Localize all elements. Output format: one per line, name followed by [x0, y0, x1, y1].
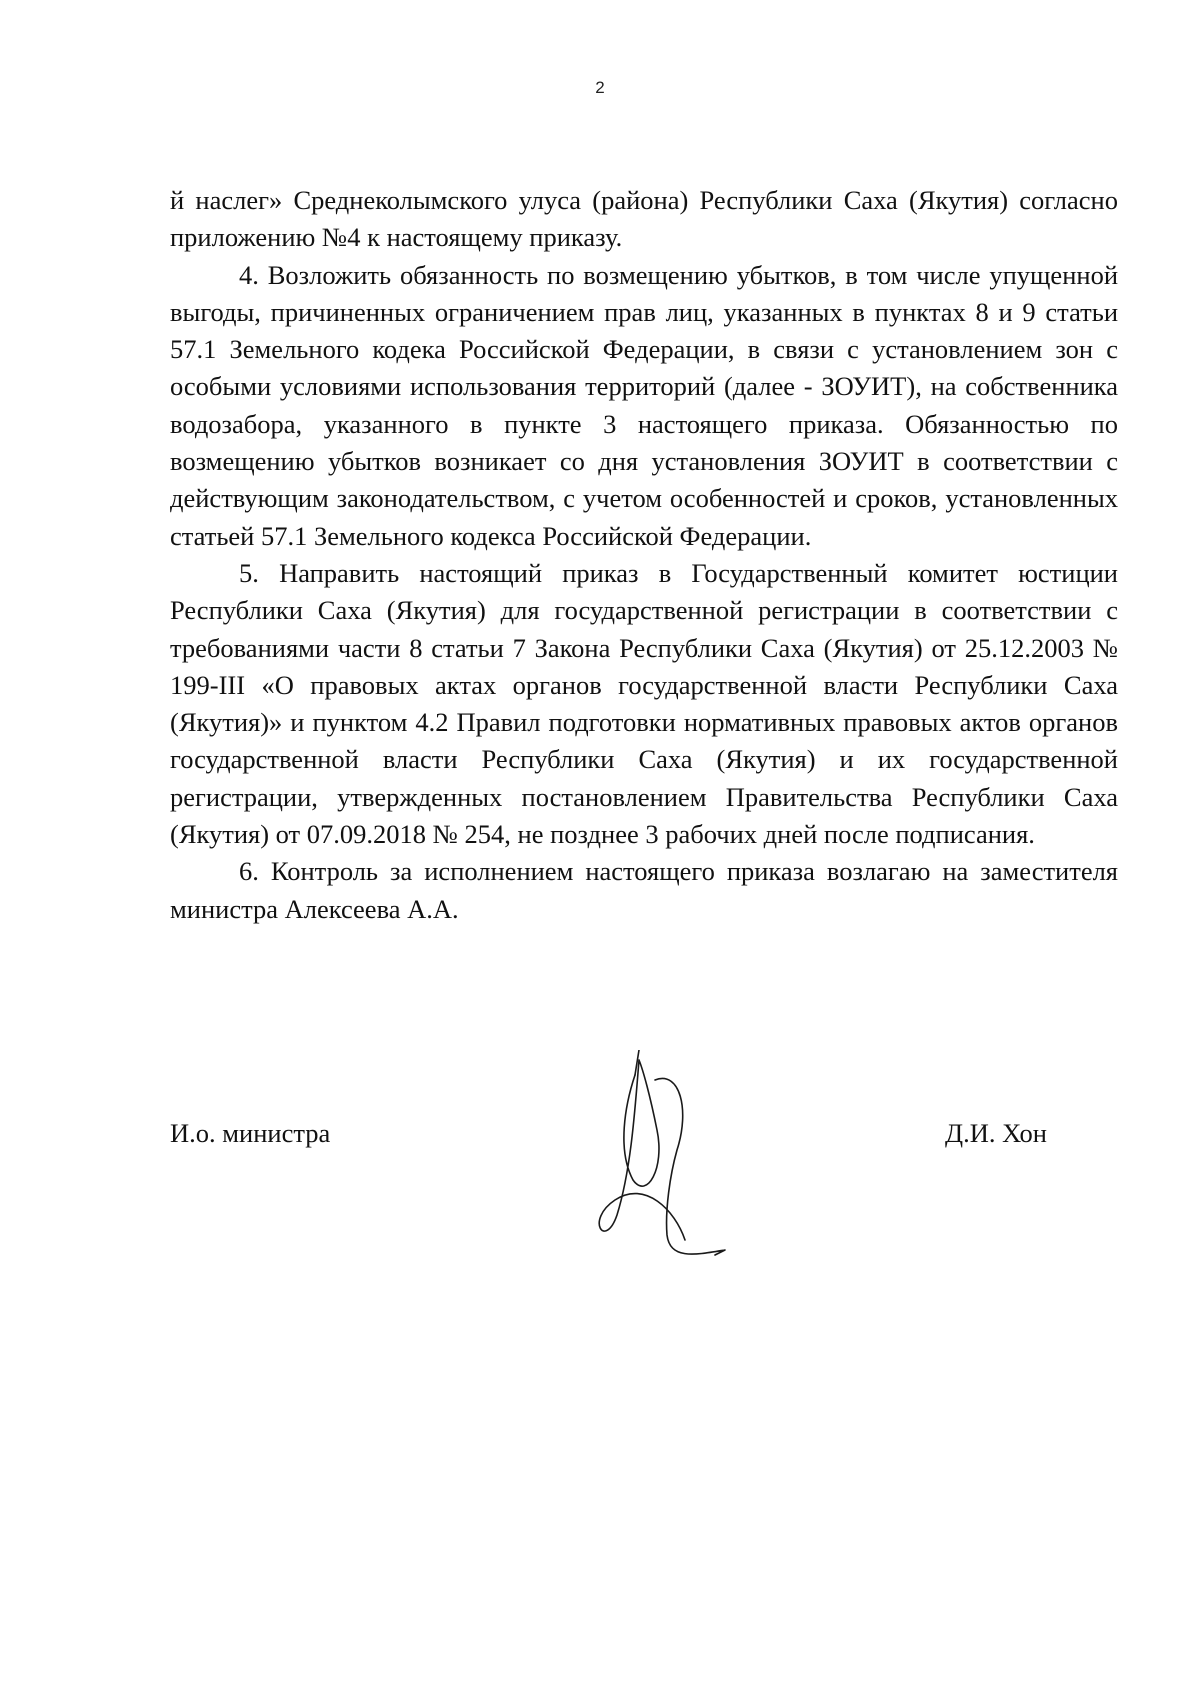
paragraph-item-5: 5. Направить настоящий приказ в Государственный комитет юстиции Республики Саха (Якутия) для государственной регистрации в соответствии с требованиями части 8 статьи 7 Закона Республики Саха (Якутия) от 25.12.2003 № 199-III «О правовых актах органов государственной власти Республики Саха (Якутия)» и пунктом 4.2 Правил подготовки нормативных правовых актов органов государственной власти Республики Саха (Якутия) и их государственной регистрации, утвержденных постановлением Правительства Республики Саха (Якутия) от 07.09.2018 № 254, не позднее 3 рабочих дней после подписания.	[170, 557, 1118, 850]
page-number: 2	[595, 78, 605, 97]
document-body	[170, 182, 1118, 928]
signatory-name: Д.И. Хон	[945, 1118, 1047, 1148]
paragraph-item-4: 4. Возложить обязанность по возмещению убытков, в том числе упущенной выгоды, причиненных ограничением прав лиц, указанных в пунктах 8 и 9 статьи 57.1 Земельного кодека Российской Федерации, в связи с установлением зон с особыми условиями использования территорий (далее - ЗОУИТ), на собственника водозабора, указанного в пункте 3 настоящего приказа. Обязанностью по возмещению убытков возникает со дня установления ЗОУИТ в соответствии с действующим законодательством, с учетом особенностей и сроков, установленных статьей 57.1 Земельного кодекса Российской Федерации.	[170, 259, 1118, 551]
handwritten-signature	[595, 1050, 785, 1270]
paragraph-continuation: й наслег» Среднеколымского улуса (района) Республики Саха (Якутия) согласно приложению №4 к настоящему приказу.	[170, 185, 1118, 253]
paragraph-item-6: 6. Контроль за исполнением настоящего приказа возлагаю на заместителя министра Алексеева А.А.	[170, 856, 1118, 924]
signature-main-stroke	[599, 1060, 685, 1240]
signatory-title: И.о. министра	[170, 1118, 331, 1148]
signature-right-stroke	[655, 1078, 725, 1255]
